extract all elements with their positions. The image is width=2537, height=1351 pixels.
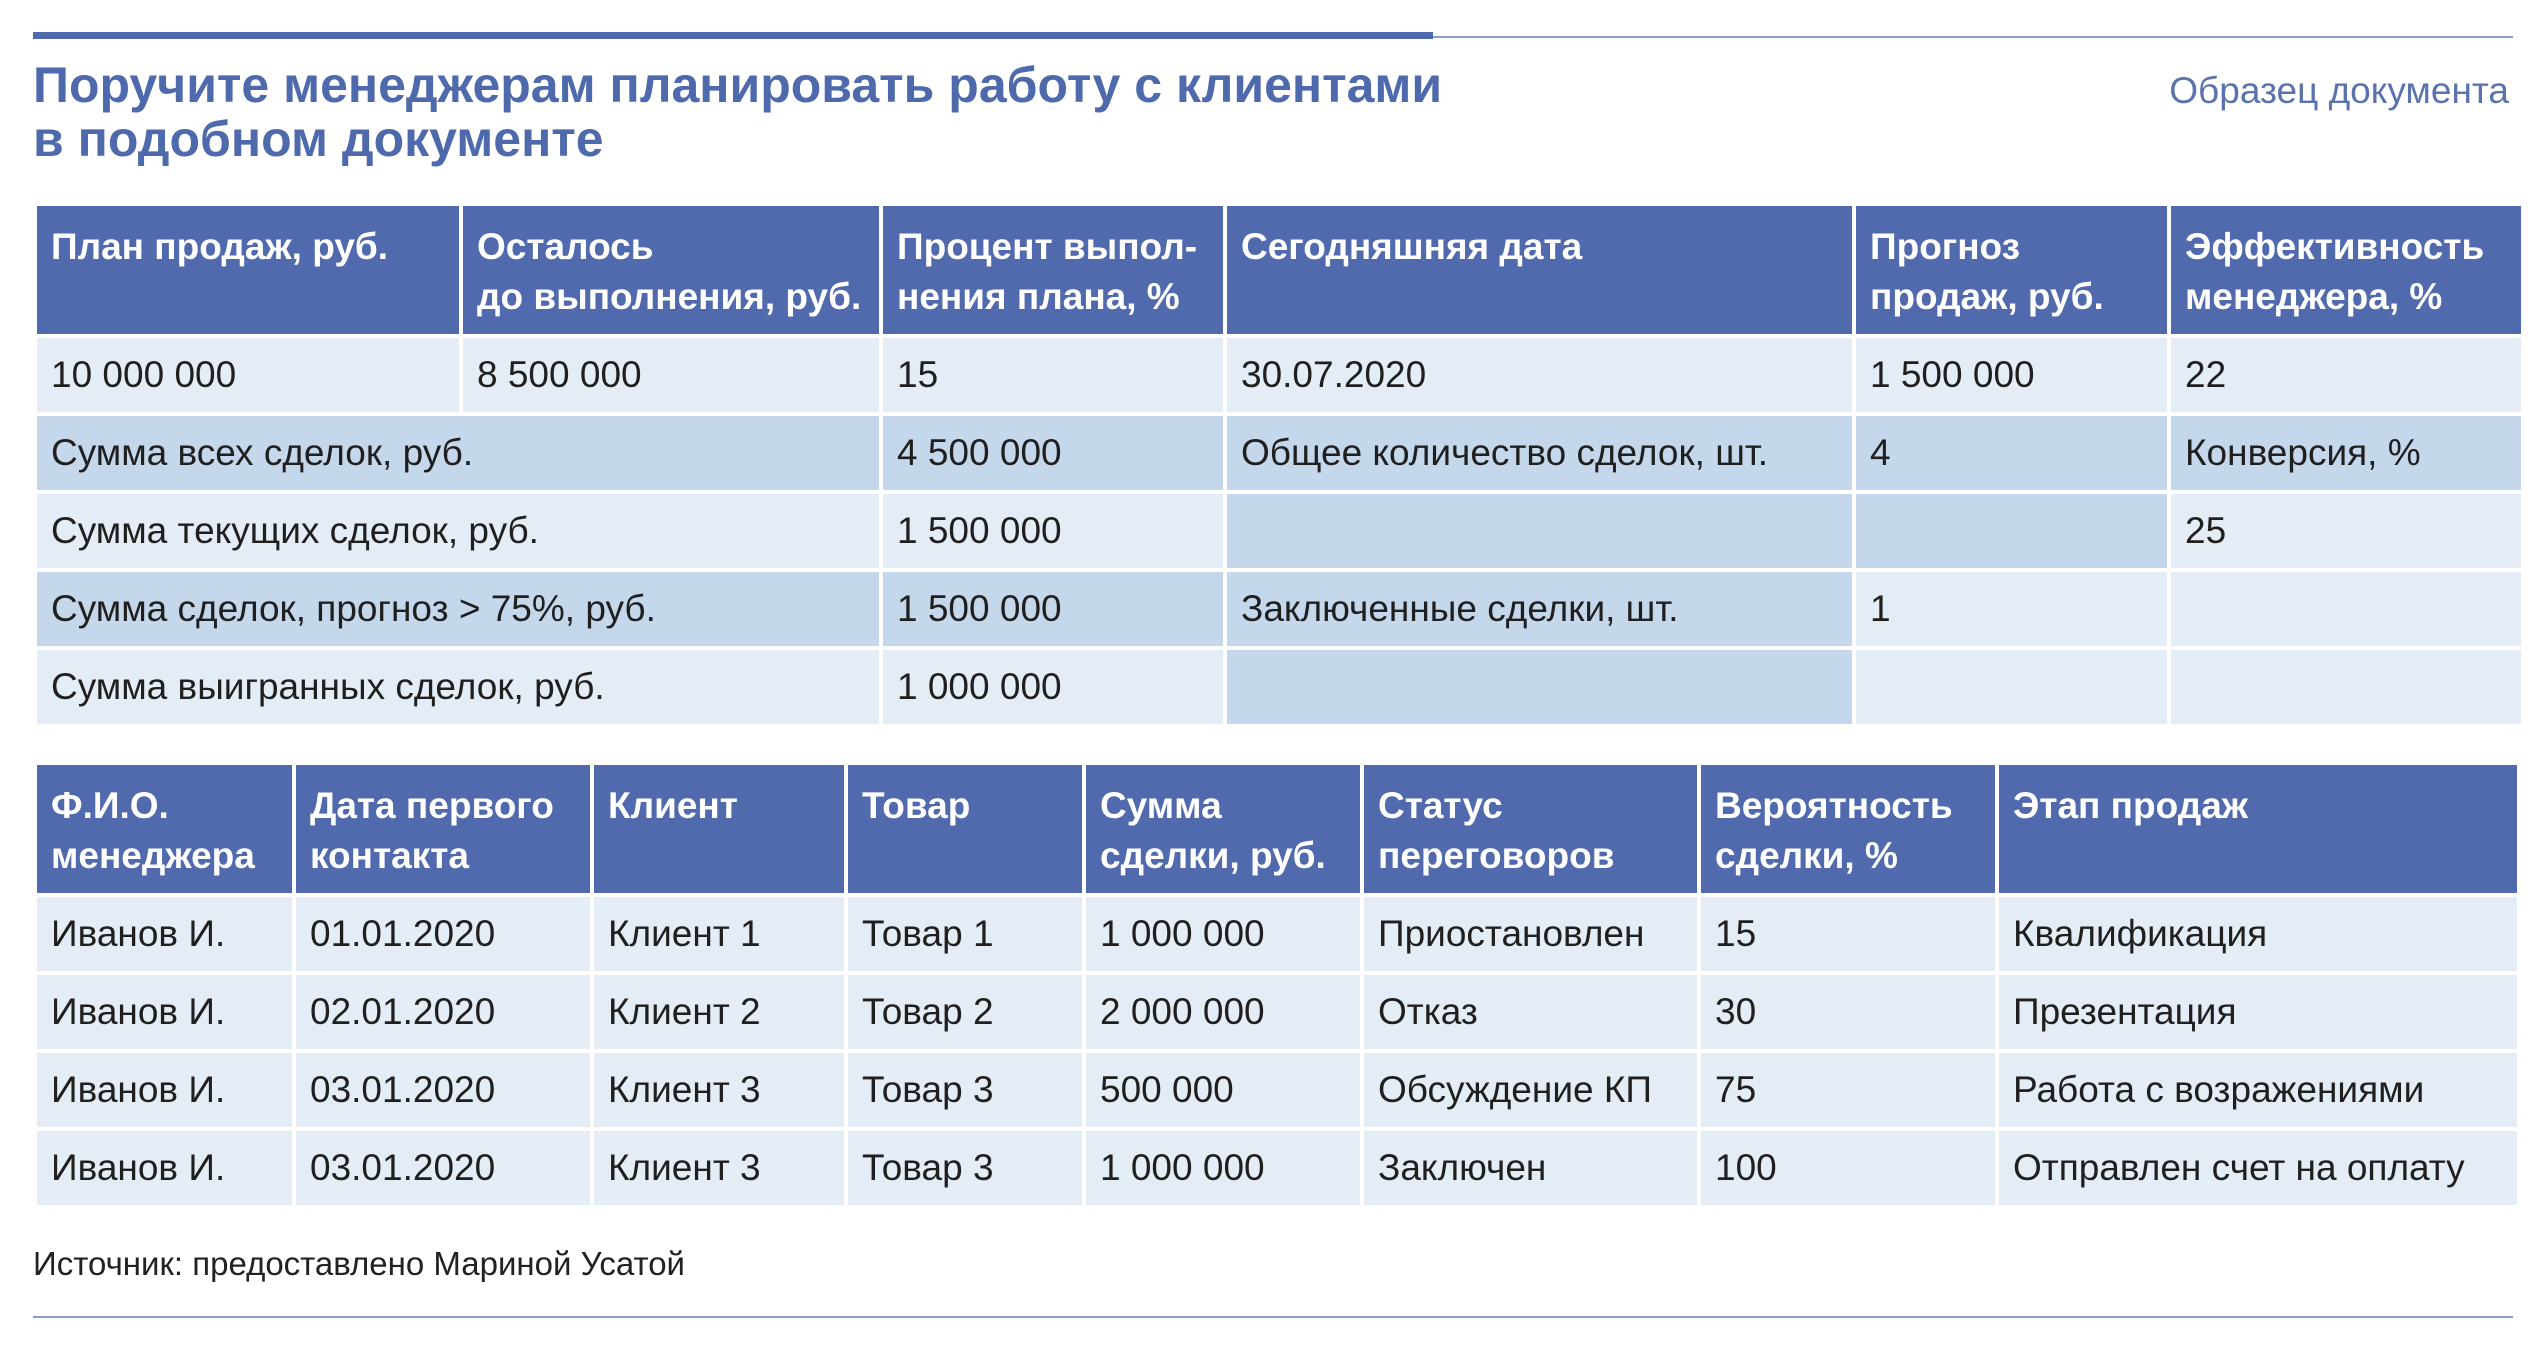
plan-header-today-date: Сегодняшняя дата xyxy=(1227,206,1852,334)
deals-header-status: Статус переговоров xyxy=(1364,765,1697,893)
plan-table-header-row xyxy=(37,206,2521,334)
summary-amount: 1 000 000 xyxy=(883,646,1223,724)
deal-row xyxy=(37,1127,2517,1205)
summary-row xyxy=(37,490,2521,568)
page-title xyxy=(33,58,1633,166)
plan-header-forecast: Прогноз продаж, руб. xyxy=(1856,206,2167,334)
summary-extra: Конверсия, % xyxy=(2171,412,2521,490)
deal-sales-stage: Квалификация xyxy=(1999,893,2517,971)
summary-label: Сумма выигранных сделок, руб. xyxy=(37,646,879,724)
deal-manager: Иванов И. xyxy=(37,1049,292,1127)
plan-value-sales-plan: 10 000 000 xyxy=(37,334,459,412)
plan-header-completion-percent: Процент выпол- нения плана, % xyxy=(883,206,1223,334)
deal-amount: 500 000 xyxy=(1086,1049,1360,1127)
deal-status: Заключен xyxy=(1364,1127,1697,1205)
top-rule-thin xyxy=(1433,36,2513,38)
bottom-rule xyxy=(33,1316,2513,1318)
deal-amount: 1 000 000 xyxy=(1086,1127,1360,1205)
summary-row xyxy=(37,568,2521,646)
deal-manager: Иванов И. xyxy=(37,1127,292,1205)
deal-probability: 15 xyxy=(1701,893,1995,971)
summary-count: 1 xyxy=(1856,568,2167,646)
title-line-2: в подобном документе xyxy=(33,111,604,167)
summary-label: Сумма сделок, прогноз > 75%, руб. xyxy=(37,568,879,646)
deals-header-client: Клиент xyxy=(594,765,844,893)
summary-amount: 4 500 000 xyxy=(883,412,1223,490)
deal-product: Товар 3 xyxy=(848,1049,1082,1127)
plan-header-manager-efficiency: Эффективность менеджера, % xyxy=(2171,206,2521,334)
deal-first-contact: 01.01.2020 xyxy=(296,893,590,971)
deal-probability: 100 xyxy=(1701,1127,1995,1205)
summary-label: Сумма текущих сделок, руб. xyxy=(37,490,879,568)
deal-sales-stage: Презентация xyxy=(1999,971,2517,1049)
deal-row xyxy=(37,1049,2517,1127)
deals-table xyxy=(33,765,2521,1205)
deal-sales-stage: Отправлен счет на оплату xyxy=(1999,1127,2517,1205)
top-rule-thick xyxy=(33,32,1433,39)
summary-count xyxy=(1856,646,2167,724)
summary-count-label xyxy=(1227,490,1852,568)
summary-count-label: Заключенные сделки, шт. xyxy=(1227,568,1852,646)
summary-label: Сумма всех сделок, руб. xyxy=(37,412,879,490)
deal-product: Товар 2 xyxy=(848,971,1082,1049)
plan-value-completion-percent: 15 xyxy=(883,334,1223,412)
deals-header-manager: Ф.И.О. менеджера xyxy=(37,765,292,893)
deal-status: Отказ xyxy=(1364,971,1697,1049)
deal-product: Товар 3 xyxy=(848,1127,1082,1205)
deals-header-amount: Сумма сделки, руб. xyxy=(1086,765,1360,893)
deal-first-contact: 03.01.2020 xyxy=(296,1127,590,1205)
deal-first-contact: 02.01.2020 xyxy=(296,971,590,1049)
deals-header-first-contact: Дата первого контакта xyxy=(296,765,590,893)
plan-value-manager-efficiency: 22 xyxy=(2171,334,2521,412)
summary-count-label: Общее количество сделок, шт. xyxy=(1227,412,1852,490)
deal-amount: 2 000 000 xyxy=(1086,971,1360,1049)
plan-header-sales-plan: План продаж, руб. xyxy=(37,206,459,334)
deal-row xyxy=(37,893,2517,971)
deal-probability: 75 xyxy=(1701,1049,1995,1127)
plan-values-row xyxy=(37,334,2521,412)
summary-extra xyxy=(2171,646,2521,724)
deals-header-product: Товар xyxy=(848,765,1082,893)
summary-count xyxy=(1856,490,2167,568)
plan-value-forecast: 1 500 000 xyxy=(1856,334,2167,412)
source-note: Источник: предоставлено Мариной Усатой xyxy=(33,1245,685,1282)
deal-sales-stage: Работа с возражениями xyxy=(1999,1049,2517,1127)
deal-first-contact: 03.01.2020 xyxy=(296,1049,590,1127)
summary-count: 4 xyxy=(1856,412,2167,490)
deal-probability: 30 xyxy=(1701,971,1995,1049)
deal-amount: 1 000 000 xyxy=(1086,893,1360,971)
deal-manager: Иванов И. xyxy=(37,971,292,1049)
plan-value-today-date: 30.07.2020 xyxy=(1227,334,1852,412)
summary-row xyxy=(37,412,2521,490)
summary-extra: 25 xyxy=(2171,490,2521,568)
plan-value-remaining: 8 500 000 xyxy=(463,334,879,412)
deal-client: Клиент 3 xyxy=(594,1049,844,1127)
document-sample-label: Образец документа xyxy=(2169,70,2509,111)
summary-count-label xyxy=(1227,646,1852,724)
deal-manager: Иванов И. xyxy=(37,893,292,971)
deal-client: Клиент 1 xyxy=(594,893,844,971)
deal-product: Товар 1 xyxy=(848,893,1082,971)
deal-status: Приостановлен xyxy=(1364,893,1697,971)
title-line-1: Поручите менеджерам планировать работу с клиентами xyxy=(33,57,1443,113)
deals-table-header-row xyxy=(37,765,2517,893)
deal-client: Клиент 3 xyxy=(594,1127,844,1205)
deal-client: Клиент 2 xyxy=(594,971,844,1049)
summary-amount: 1 500 000 xyxy=(883,490,1223,568)
summary-amount: 1 500 000 xyxy=(883,568,1223,646)
deals-header-probability: Вероятность сделки, % xyxy=(1701,765,1995,893)
deal-row xyxy=(37,971,2517,1049)
summary-extra xyxy=(2171,568,2521,646)
deal-status: Обсуждение КП xyxy=(1364,1049,1697,1127)
plan-header-remaining: Осталось до выполнения, руб. xyxy=(463,206,879,334)
plan-table xyxy=(33,206,2525,724)
deals-header-sales-stage: Этап продаж xyxy=(1999,765,2517,893)
summary-row xyxy=(37,646,2521,724)
